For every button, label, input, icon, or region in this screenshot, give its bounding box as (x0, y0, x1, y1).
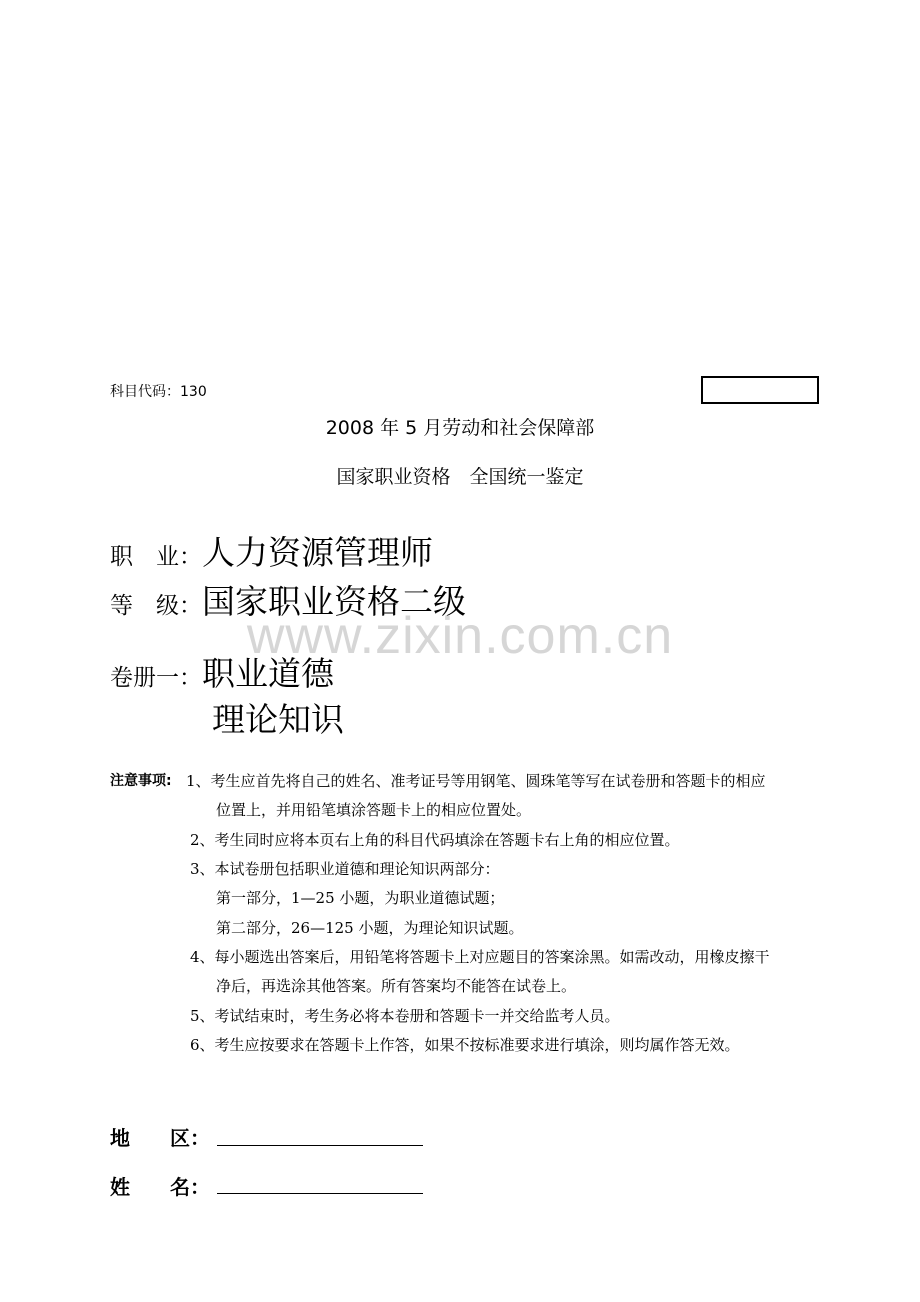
note-line: 1、考生应首先将自己的姓名、准考证号等用钢笔、圆珠笔等写在试卷册和答题卡的相应 (186, 772, 766, 790)
note-line: 位置上，并用铅笔填涂答题卡上的相应位置处。 (216, 801, 532, 819)
region-label: 地 区： (110, 1126, 210, 1150)
header-line-2: 国家职业资格 全国统一鉴定 (336, 466, 584, 488)
occupation-row (110, 527, 433, 574)
occupation-label: 职 业： (110, 544, 202, 570)
note-line: 第一部分，1—25 小题，为职业道德试题； (216, 889, 505, 907)
notes-title: 注意事项: (110, 773, 172, 789)
watermark: www.zixin.com.cn (246, 607, 674, 665)
occupation-value: 人力资源管理师 (202, 533, 433, 572)
note-line: 3、本试卷册包括职业道德和理论知识两部分： (190, 860, 500, 878)
header-line-1: 2008 年 5 月劳动和社会保障部 (325, 417, 595, 439)
volume-value-2: 理论知识 (212, 700, 344, 739)
note-line: 2、考生同时应将本页右上角的科目代码填涂在答题卡右上角的相应位置。 (190, 831, 680, 849)
region-blank-line[interactable] (217, 1145, 423, 1146)
subject-code: 科目代码：130 (110, 384, 207, 400)
note-line: 净后，再选涂其他答案。所有答案均不能答在试卷上。 (216, 977, 577, 995)
note-line: 6、考生应按要求在答题卡上作答，如果不按标准要求进行填涂，则均属作答无效。 (190, 1036, 740, 1054)
volume-row (110, 648, 334, 695)
volume-value-1: 职业道德 (202, 654, 334, 693)
name-blank-line[interactable] (217, 1193, 423, 1194)
level-value: 国家职业资格二级 (202, 582, 466, 621)
subject-code-box (701, 376, 819, 404)
level-label: 等 级： (110, 593, 202, 619)
name-label: 姓 名： (110, 1175, 210, 1199)
volume-label: 卷册一： (110, 665, 202, 691)
note-line: 4、每小题选出答案后，用铅笔将答题卡上对应题目的答案涂黑。如需改动，用橡皮擦干 (190, 948, 770, 966)
note-line: 5、考试结束时，考生务必将本卷册和答题卡一并交给监考人员。 (190, 1007, 620, 1025)
note-line: 第二部分，26—125 小题，为理论知识试题。 (216, 919, 524, 937)
